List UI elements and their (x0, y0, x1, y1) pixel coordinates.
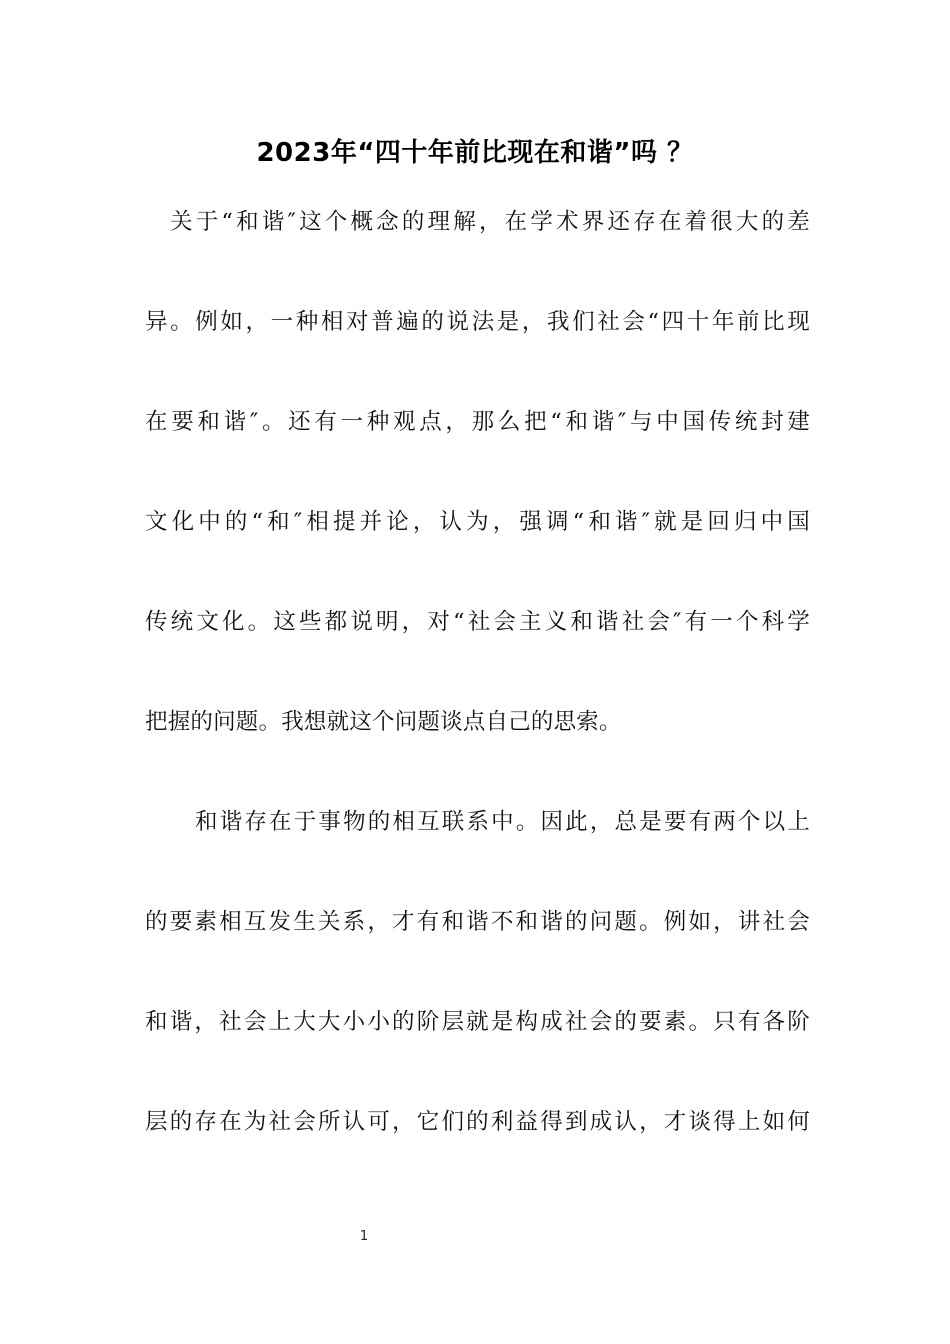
paragraph-1-line-1: 关于“和谐″这个概念的理解，在学术界还存在着很大的差 (170, 209, 810, 235)
paragraph-1-line-3: 在要和谐″。还有一种观点，那么把“和谐″与中国传统封建 (145, 409, 810, 435)
paragraph-2-line-3: 和谐，社会上大大小小的阶层就是构成社会的要素。只有各阶 (145, 1009, 810, 1035)
paragraph-2-line-4: 层的存在为社会所认可，它们的利益得到成认，才谈得上如何 (145, 1109, 810, 1135)
paragraph-1-line-2: 异。例如，一种相对普遍的说法是，我们社会“四十年前比现 (145, 309, 810, 335)
page-number: 1 (359, 1229, 369, 1244)
paragraph-1-line-5: 传统文化。这些都说明，对“社会主义和谐社会″有一个科学 (145, 609, 810, 635)
document-title: 2023年“四十年前比现在和谐”吗 ？ (256, 138, 694, 168)
paragraph-1-line-4: 文化中的“和″相提并论，认为，强调“和谐″就是回归中国 (145, 509, 810, 535)
paragraph-2-line-1: 和谐存在于事物的相互联系中。因此，总是要有两个以上 (195, 809, 810, 835)
paragraph-1-line-6: 把握的问题。我想就这个问题谈点自己的思索。 (145, 709, 622, 735)
paragraph-2-line-2: 的要素相互发生关系，才有和谐不和谐的问题。例如，讲社会 (145, 909, 810, 935)
